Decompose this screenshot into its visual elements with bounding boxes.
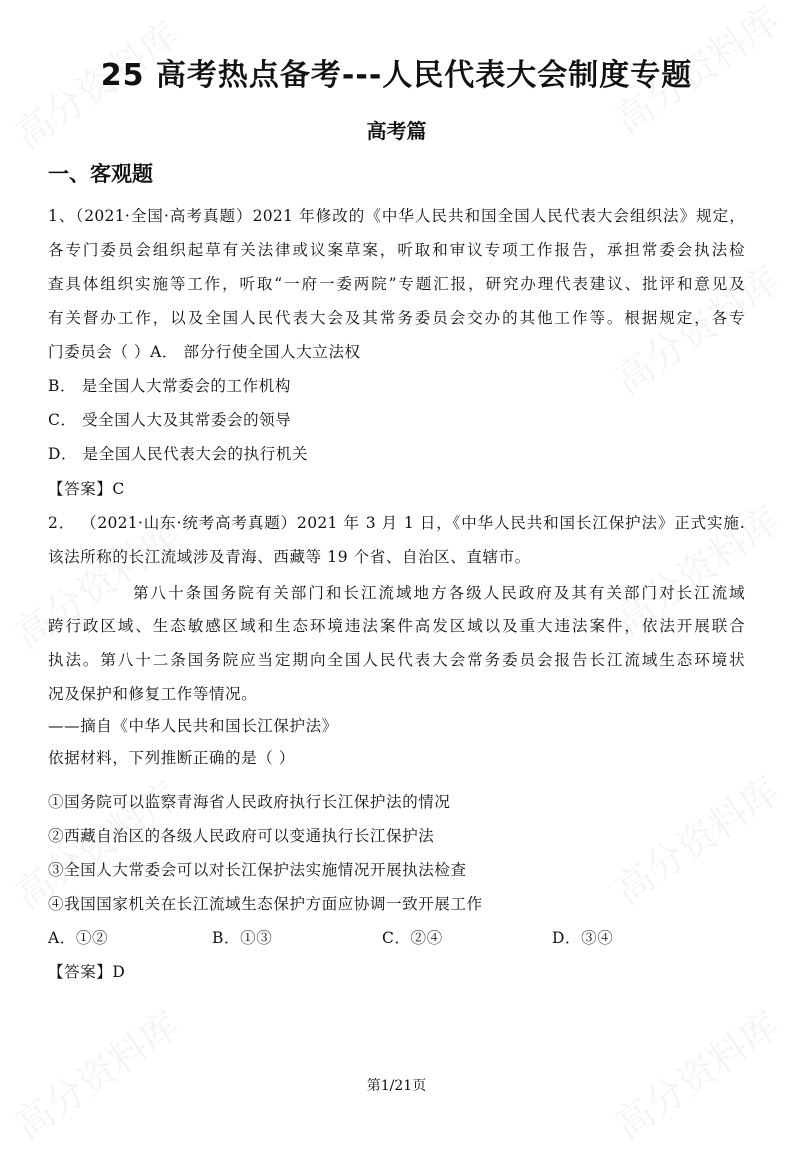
q2-statement: ④我国国家机关在长江流域生态保护方面应协调一致开展工作 [48, 895, 483, 913]
document-title: 25 高考热点备考---人民代表大会制度专题 [100, 58, 693, 93]
q1-stem-line: 查具体组织实施等工作，听取“一府一委两院”专题汇报，研究办理代表建议、批评和意见及 [48, 275, 745, 293]
q2-choice-a: A．①② [48, 929, 109, 947]
q1-stem-line: 有关督办工作，以及全国人民代表大会及其常务委员会交办的其他工作等。根据规定，各专 [48, 309, 745, 327]
q2-statement: ①国务院可以监察青海省人民政府执行长江保护法的情况 [48, 793, 451, 811]
q2-choice-d: D．③④ [552, 929, 614, 947]
q2-quote-line: 跨行政区域、生态敏感区域和生态环境违法案件高发区域以及重大违法案件，依法开展联合 [48, 617, 745, 635]
q2-quote-line: 执法。第八十二条国务院应当定期向全国人民代表大会常务委员会报告长江流域生态环境状 [48, 651, 745, 669]
q1-answer: 【答案】C [48, 480, 125, 498]
page-number: 第1/21页 [366, 1078, 427, 1094]
q1-option-c: C． 受全国人大及其常委会的领导 [48, 411, 292, 429]
q2-choice-c: C．②④ [382, 929, 443, 947]
q2-statement: ②西藏自治区的各级人民政府可以变通执行长江保护法 [48, 827, 435, 845]
q2-stem-line: 该法所称的长江流域涉及青海、西藏等 19 个省、自治区、直辖市。 [48, 548, 531, 566]
q2-quote-line: 况及保护和修复工作等情况。 [48, 685, 258, 703]
q2-choices [0, 927, 793, 949]
section-heading: 一、客观题 [48, 162, 153, 186]
watermark [601, 995, 788, 1149]
q2-quote-source: ——摘自《中华人民共和国长江保护法》 [48, 717, 338, 735]
q1-option-b: B． 是全国人大常委会的工作机构 [48, 377, 291, 395]
q2-statement: ③全国人大常委会可以对长江保护法实施情况开展执法检查 [48, 861, 467, 879]
q2-answer: 【答案】D [48, 963, 126, 981]
q2-quote-line: 第八十条国务院有关部门和长江流域地方各级人民政府及其有关部门对长江流域 [133, 584, 745, 602]
q2-choice-b: B．①③ [212, 929, 273, 947]
watermark [1, 995, 188, 1149]
watermark [601, 760, 788, 914]
q1-stem-line: 各专门委员会组织起草有关法律或议案草案，听取和审议专项工作报告，承担常委会执法检 [48, 241, 745, 259]
q2-stem-line: 2． （2021·山东·统考高考真题）2021 年 3 月 1 日，《中华人民共和国长江保护法》正式实施. [48, 514, 745, 532]
q1-stem-line: 门委员会（ ）A． 部分行使全国人大立法权 [48, 343, 361, 361]
document-subtitle: 高考篇 [366, 119, 427, 143]
q1-stem-line: 1、（2021·全国·高考真题）2021 年修改的《中华人民共和国全国人民代表大会组织法》规定， [48, 207, 745, 225]
q1-option-d: D． 是全国人民代表大会的执行机关 [48, 445, 309, 463]
q2-prompt: 依据材料，下列推断正确的是（ ） [48, 749, 296, 767]
